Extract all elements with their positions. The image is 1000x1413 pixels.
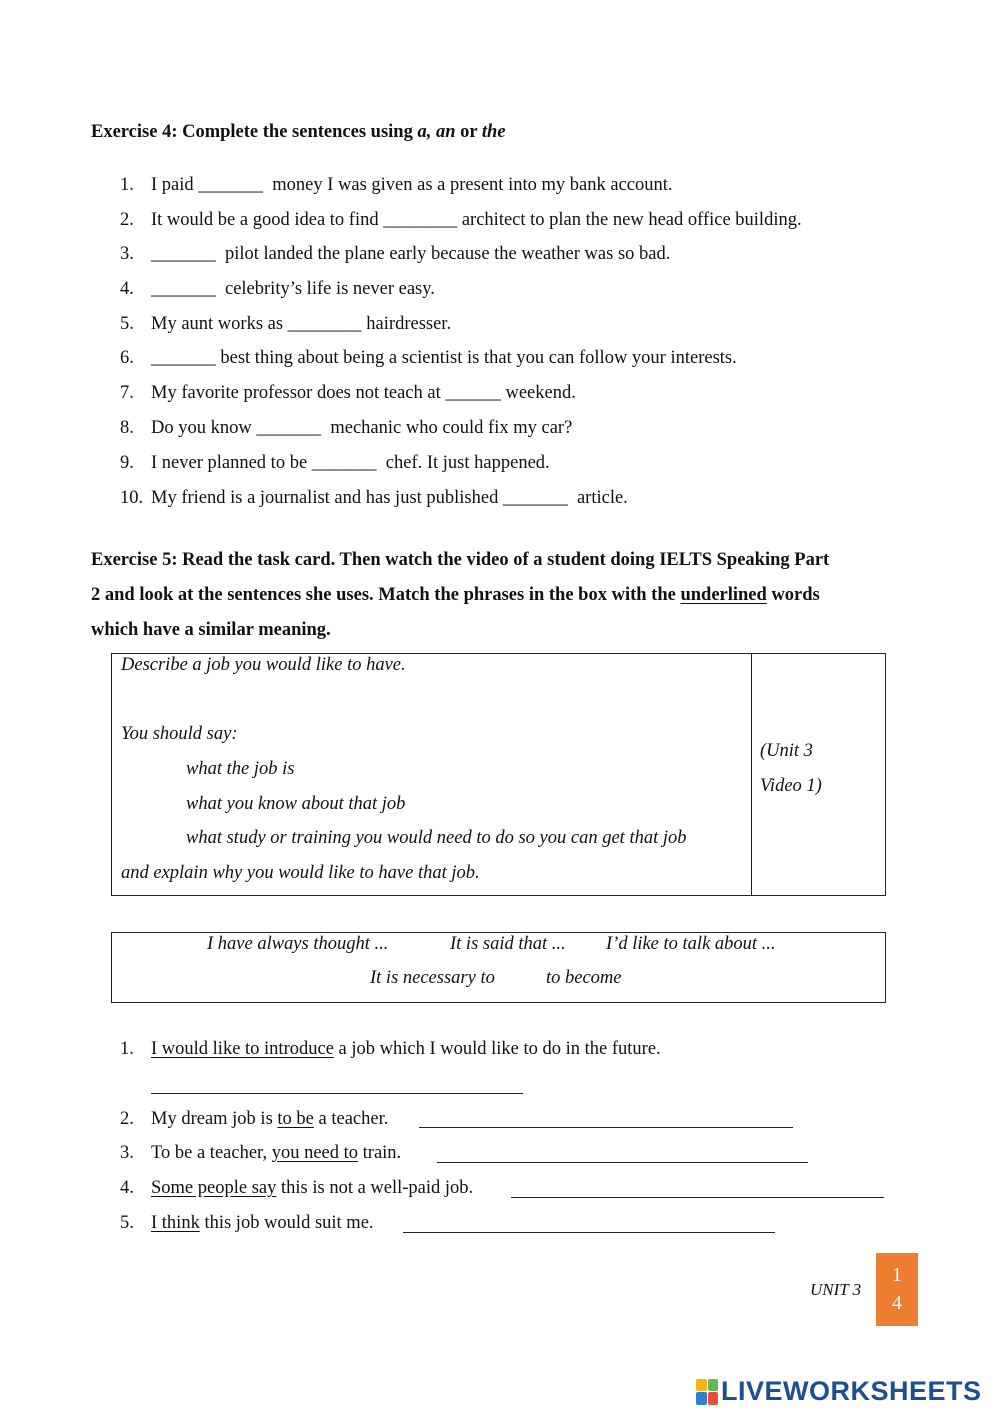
exercise-4-item-8: 8. Do you know _______ mechanic who could fix my car?	[120, 418, 573, 438]
exercise-4-item-7: 7. My favorite professor does not teach at ______ weekend.	[120, 383, 576, 403]
exercise-4-item-5: 5. My aunt works as ________ hairdresser.	[120, 314, 452, 334]
exercise-4-title: Exercise 4: Complete the sentences using a, an or the	[91, 122, 506, 142]
matching-item-2: 2. My dream job is to be a teacher.	[120, 1109, 389, 1129]
matching-item-4: 4. Some people say this is not a well-paid job.	[120, 1178, 474, 1198]
exercise-4-item-2: 2. It would be a good idea to find ________ architect to plan the new head office building.	[120, 210, 802, 230]
task-card-reference-line-2: Video 1)	[760, 776, 822, 796]
task-card-reference-line-1: (Unit 3	[760, 741, 813, 761]
task-card-point-1: what the job is	[186, 759, 295, 779]
matching-item-5: 5. I think this job would suit me.	[120, 1213, 374, 1233]
answer-line-2[interactable]	[419, 1127, 793, 1128]
phrase-1: I have always thought ...	[207, 934, 389, 954]
unit-label: UNIT 3	[810, 1280, 862, 1299]
exercise-4-item-4: 4. _______ celebrity’s life is never easy.	[120, 279, 435, 299]
page-number-badge	[876, 1253, 918, 1326]
exercise-4-item-1: 1. I paid _______ money I was given as a present into my bank account.	[120, 175, 673, 195]
exercise-4-item-10: 10. My friend is a journalist and has just published _______ article.	[120, 488, 628, 508]
page-number-digit-1: 1	[892, 1264, 902, 1286]
phrase-2: It is said that ...	[450, 934, 566, 954]
task-card-describe: Describe a job you would like to have.	[121, 655, 406, 675]
task-card-explain: and explain why you would like to have that job.	[121, 863, 480, 883]
exercise-5-title-line-2: 2 and look at the sentences she uses. Match the phrases in the box with the underlined words	[91, 585, 820, 605]
page-number-digit-2: 4	[892, 1292, 902, 1314]
liveworksheets-brand-text: LIVEWORKSHEETS	[721, 1376, 982, 1406]
exercise-4-item-3: 3. _______ pilot landed the plane early because the weather was so bad.	[120, 244, 671, 264]
phrase-4: It is necessary to	[370, 968, 495, 988]
task-card-should-say: You should say:	[121, 724, 238, 744]
matching-item-3: 3. To be a teacher, you need to train.	[120, 1143, 402, 1163]
phrase-3: I’d like to talk about ...	[606, 934, 776, 954]
exercise-5-title-line-1: Exercise 5: Read the task card. Then watch the video of a student doing IELTS Speaking Part	[91, 550, 830, 570]
answer-line-4[interactable]	[511, 1197, 884, 1198]
liveworksheets-logo[interactable]	[696, 1376, 982, 1407]
answer-line-3[interactable]	[437, 1162, 808, 1163]
task-card-point-2: what you know about that job	[186, 794, 406, 814]
matching-item-1: 1. I would like to introduce a job which I would like to do in the future.	[120, 1039, 661, 1059]
task-card-divider	[751, 654, 752, 895]
task-card	[111, 653, 886, 896]
phrase-5: to become	[546, 968, 622, 988]
liveworksheets-logo-icon	[696, 1379, 718, 1405]
task-card-point-3: what study or training you would need to do so you can get that job	[186, 828, 687, 848]
exercise-4-item-9: 9. I never planned to be _______ chef. It just happened.	[120, 453, 550, 473]
phrase-box	[111, 932, 886, 1003]
exercise-4-item-6: 6. _______ best thing about being a scientist is that you can follow your interests.	[120, 348, 737, 368]
answer-line-1[interactable]	[151, 1093, 523, 1094]
answer-line-5[interactable]	[403, 1232, 775, 1233]
exercise-5-title-line-3: which have a similar meaning.	[91, 620, 331, 640]
